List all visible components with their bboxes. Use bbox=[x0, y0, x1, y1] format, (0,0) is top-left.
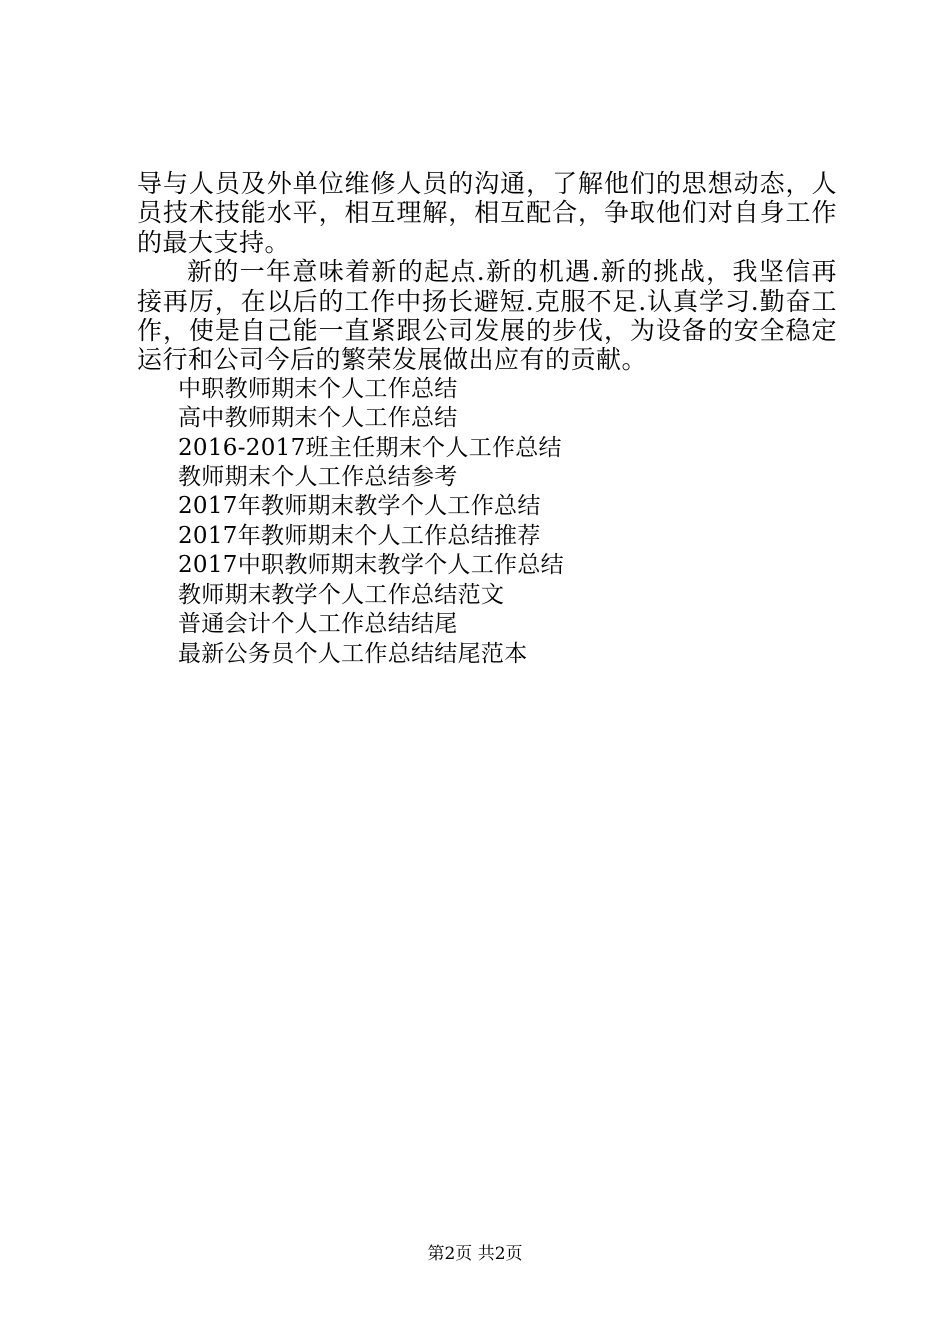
list-item bbox=[137, 551, 837, 580]
related-link-5[interactable]: 2017年教师期末教学个人工作总结 bbox=[178, 493, 541, 520]
related-link-7[interactable]: 2017中职教师期末教学个人工作总结 bbox=[178, 552, 564, 579]
related-link-3[interactable]: 2016-2017班主任期末个人工作总结 bbox=[178, 434, 562, 461]
list-item bbox=[137, 492, 837, 521]
related-link-1[interactable]: 中职教师期末个人工作总结 bbox=[178, 375, 458, 402]
related-link-6[interactable]: 2017年教师期末个人工作总结推荐 bbox=[178, 522, 541, 549]
page-indicator: 第2页 共2页 bbox=[427, 1244, 523, 1264]
body-paragraph-1: 导与人员及外单位维修人员的沟通，了解他们的思想动态，人员技术技能水平，相互理解，相互配合，争取他们对自身工作的最大支持。 bbox=[137, 169, 837, 257]
related-articles-list bbox=[137, 375, 837, 669]
related-link-9[interactable]: 普通会计个人工作总结结尾 bbox=[178, 611, 458, 638]
list-item bbox=[137, 434, 837, 463]
related-link-2[interactable]: 高中教师期末个人工作总结 bbox=[178, 405, 458, 432]
body-paragraph-2: 新的一年意味着新的起点.新的机遇.新的挑战，我坚信再接再厉，在以后的工作中扬长避短.克服不足.认真学习.勤奋工作，使是自己能一直紧跟公司发展的步伐，为设备的安全稳定运行和公司今后的繁荣发展做出应有的贡献。 bbox=[137, 257, 837, 375]
document-body bbox=[137, 169, 837, 669]
related-link-10[interactable]: 最新公务员个人工作总结结尾范本 bbox=[178, 640, 528, 667]
related-link-4[interactable]: 教师期末个人工作总结参考 bbox=[178, 464, 458, 491]
page-footer bbox=[0, 1243, 950, 1265]
list-item bbox=[137, 375, 837, 404]
list-item bbox=[137, 640, 837, 669]
related-link-8[interactable]: 教师期末教学个人工作总结范文 bbox=[178, 581, 505, 608]
list-item bbox=[137, 522, 837, 551]
list-item bbox=[137, 610, 837, 639]
list-item bbox=[137, 404, 837, 433]
list-item bbox=[137, 463, 837, 492]
list-item bbox=[137, 581, 837, 610]
